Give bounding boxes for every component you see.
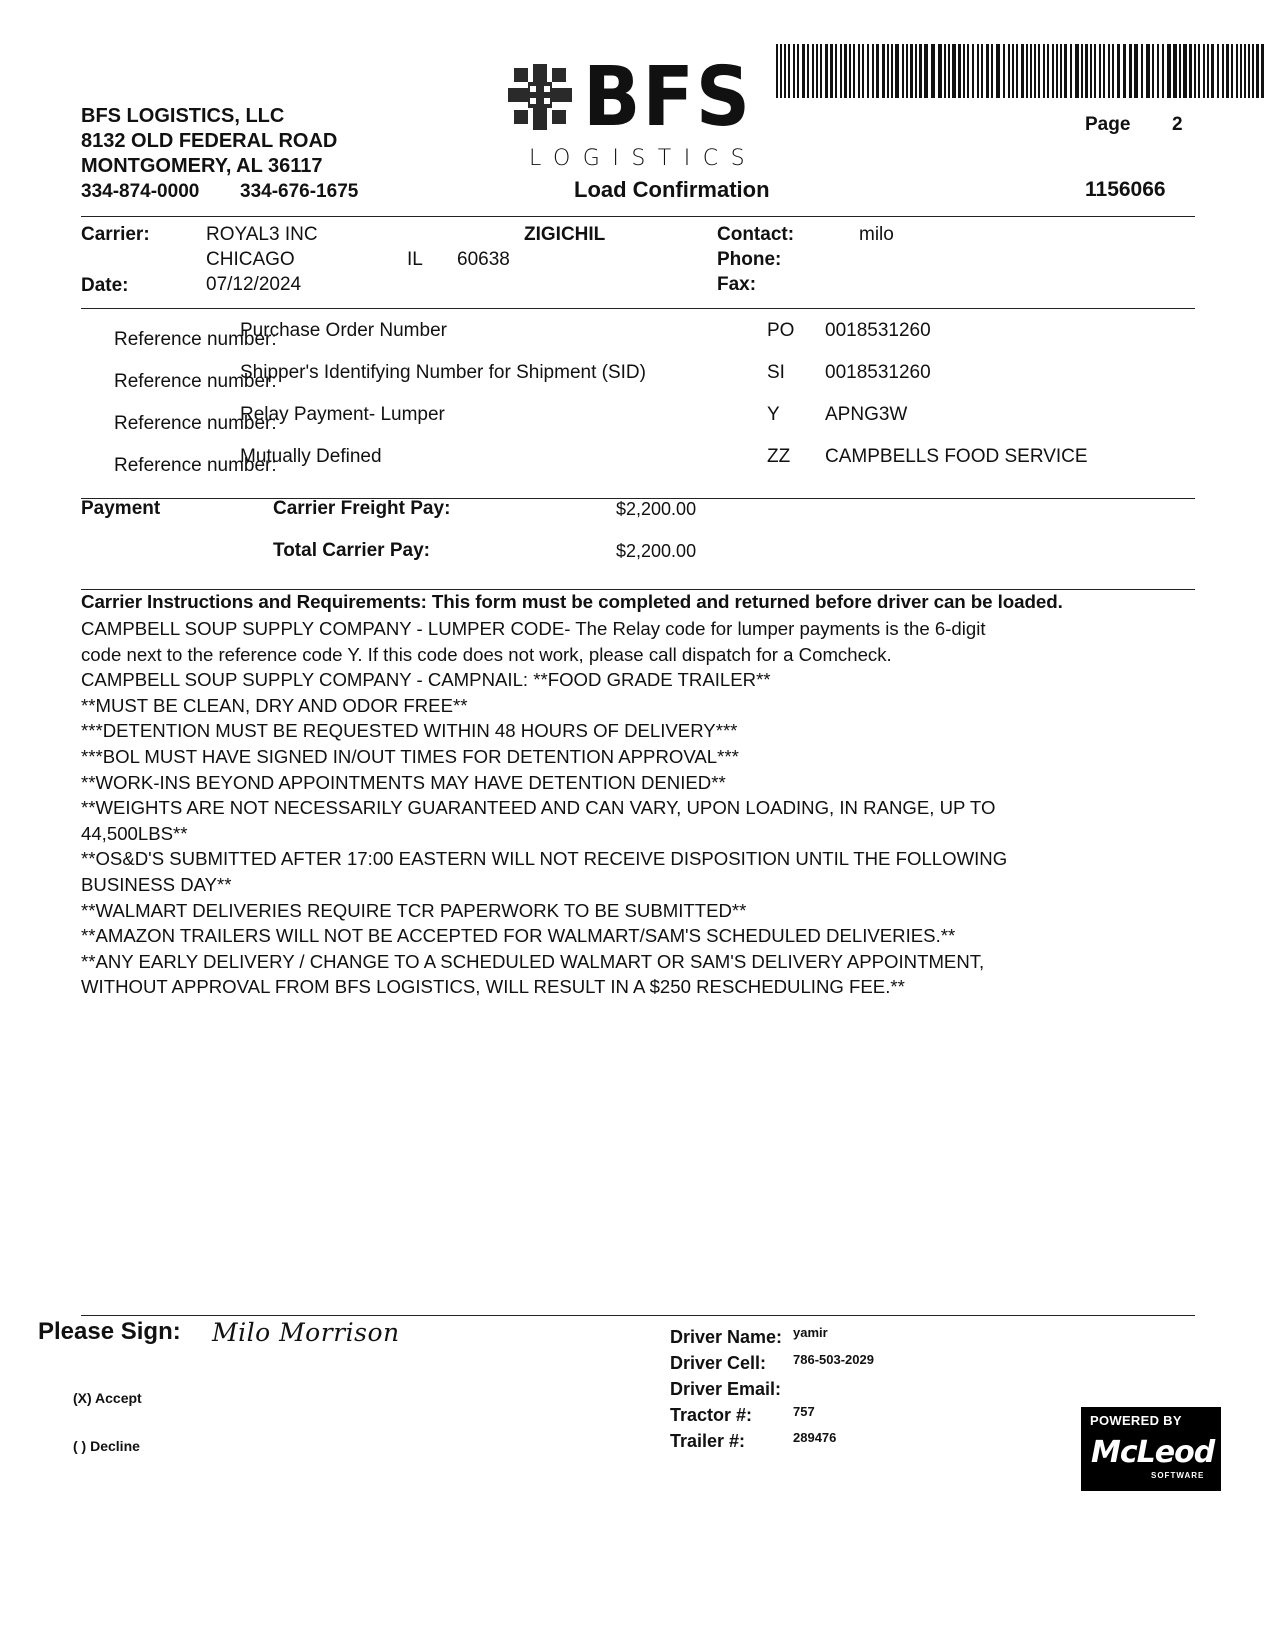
badge-sub: SOFTWARE bbox=[1151, 1471, 1205, 1480]
load-number: 1156066 bbox=[1085, 178, 1166, 201]
instructions-heading: Carrier Instructions and Requirements: This form must be completed and returned before driver can be loaded. bbox=[81, 591, 1063, 612]
instruction-line: **ANY EARLY DELIVERY / CHANGE TO A SCHEDULED WALMART OR SAM'S DELIVERY APPOINTMENT, bbox=[81, 950, 985, 972]
instruction-line: code next to the reference code Y. If this code does not work, please call dispatch for a Comcheck. bbox=[81, 643, 892, 665]
reference-code: SI bbox=[767, 362, 785, 383]
driver-name-label: Driver Name: bbox=[670, 1327, 783, 1347]
date-value: 07/12/2024 bbox=[206, 274, 302, 295]
trailer-value: 289476 bbox=[793, 1430, 837, 1445]
phone-label: Phone: bbox=[717, 249, 782, 270]
driver-cell-label: Driver Cell: bbox=[670, 1353, 767, 1373]
instruction-line: **MUST BE CLEAN, DRY AND ODOR FREE** bbox=[81, 694, 468, 716]
carrier-city: CHICAGO bbox=[206, 249, 295, 270]
instruction-line: ***BOL MUST HAVE SIGNED IN/OUT TIMES FOR DETENTION APPROVAL*** bbox=[81, 745, 739, 767]
carrier-name: ROYAL3 INC bbox=[206, 224, 318, 245]
badge-brand: McLeod bbox=[1091, 1435, 1215, 1470]
logo-subtitle: LOGISTICS bbox=[529, 146, 758, 171]
trailer-label: Trailer #: bbox=[670, 1431, 746, 1451]
instruction-line: **WALMART DELIVERIES REQUIRE TCR PAPERWORK TO BE SUBMITTED** bbox=[81, 899, 747, 921]
page-label: Page bbox=[1085, 114, 1131, 135]
mcleod-badge bbox=[1081, 1407, 1221, 1491]
divider bbox=[81, 589, 1195, 590]
instruction-line: ***DETENTION MUST BE REQUESTED WITHIN 48 HOURS OF DELIVERY*** bbox=[81, 720, 738, 742]
instruction-line: 44,500LBS** bbox=[81, 822, 188, 844]
bfs-logo-mark-icon bbox=[508, 64, 572, 130]
tractor-label: Tractor #: bbox=[670, 1405, 753, 1425]
carrier-state: IL bbox=[407, 249, 423, 270]
signature[interactable]: Milo Morrison bbox=[212, 1318, 400, 1347]
instruction-line: CAMPBELL SOUP SUPPLY COMPANY - LUMPER CODE- The Relay code for lumper payments is the 6-digit bbox=[81, 618, 986, 639]
logo-wordmark: BFS bbox=[583, 50, 752, 145]
carrier-zip: 60638 bbox=[457, 249, 510, 270]
carrier-code: ZIGICHIL bbox=[524, 224, 606, 245]
reference-description: Relay Payment- Lumper bbox=[240, 404, 445, 425]
contact-label: Contact: bbox=[717, 224, 795, 245]
reference-label: Reference number: bbox=[114, 371, 277, 392]
contact-value: milo bbox=[859, 224, 894, 245]
instruction-line: **WORK-INS BEYOND APPOINTMENTS MAY HAVE DETENTION DENIED** bbox=[81, 771, 726, 793]
carrier-label: Carrier: bbox=[81, 224, 150, 245]
instruction-line: WITHOUT APPROVAL FROM BFS LOGISTICS, WILL RESULT IN A $250 RESCHEDULING FEE.** bbox=[81, 976, 905, 998]
divider bbox=[81, 216, 1195, 217]
reference-value: CAMPBELLS FOOD SERVICE bbox=[825, 446, 1088, 467]
tractor-value: 757 bbox=[793, 1404, 815, 1419]
reference-description: Purchase Order Number bbox=[240, 320, 447, 341]
payment-label: Payment bbox=[81, 498, 161, 519]
decline-option[interactable]: ( ) Decline bbox=[73, 1438, 140, 1454]
company-address-line2: MONTGOMERY, AL 36117 bbox=[81, 155, 323, 177]
reference-label: Reference number: bbox=[114, 413, 277, 434]
total-pay-label: Total Carrier Pay: bbox=[273, 540, 430, 561]
reference-description: Mutually Defined bbox=[240, 446, 382, 467]
divider bbox=[81, 308, 1195, 309]
instruction-line: **WEIGHTS ARE NOT NECESSARILY GUARANTEED AND CAN VARY, UPON LOADING, IN RANGE, UP TO bbox=[81, 797, 996, 819]
divider bbox=[81, 1315, 1195, 1316]
barcode-icon bbox=[776, 44, 1264, 98]
reference-value: 0018531260 bbox=[825, 320, 931, 341]
driver-name-value: yamir bbox=[793, 1325, 828, 1340]
reference-label: Reference number: bbox=[114, 329, 277, 350]
company-phone-2: 334-676-1675 bbox=[240, 181, 359, 202]
instruction-line: **AMAZON TRAILERS WILL NOT BE ACCEPTED FOR WALMART/SAM'S SCHEDULED DELIVERIES.** bbox=[81, 925, 956, 947]
instruction-line: BUSINESS DAY** bbox=[81, 873, 232, 895]
fax-label: Fax: bbox=[717, 274, 757, 295]
reference-code: PO bbox=[767, 320, 795, 341]
company-address-line1: 8132 OLD FEDERAL ROAD bbox=[81, 130, 338, 152]
reference-description: Shipper's Identifying Number for Shipment (SID) bbox=[240, 362, 646, 383]
freight-pay-label: Carrier Freight Pay: bbox=[273, 498, 451, 519]
please-sign-label: Please Sign: bbox=[38, 1318, 181, 1345]
reference-value: 0018531260 bbox=[825, 362, 931, 383]
driver-cell-value: 786-503-2029 bbox=[793, 1352, 874, 1367]
instruction-line: CAMPBELL SOUP SUPPLY COMPANY - CAMPNAIL: **FOOD GRADE TRAILER** bbox=[81, 669, 771, 691]
reference-label: Reference number: bbox=[114, 455, 277, 476]
instructions-body bbox=[81, 616, 1201, 1000]
accept-option[interactable]: (X) Accept bbox=[73, 1390, 142, 1406]
reference-value: APNG3W bbox=[825, 404, 908, 425]
badge-top: POWERED BY bbox=[1090, 1413, 1182, 1428]
company-phone-1: 334-874-0000 bbox=[81, 181, 200, 202]
page-number: 2 bbox=[1172, 114, 1183, 135]
instruction-line: **OS&D'S SUBMITTED AFTER 17:00 EASTERN WILL NOT RECEIVE DISPOSITION UNTIL THE FOLLOWING bbox=[81, 848, 1008, 870]
document-title: Load Confirmation bbox=[574, 177, 770, 202]
driver-email-label: Driver Email: bbox=[670, 1379, 782, 1399]
total-pay-value: $2,200.00 bbox=[616, 541, 697, 561]
company-name: BFS LOGISTICS, LLC bbox=[81, 105, 285, 127]
reference-code: ZZ bbox=[767, 446, 791, 467]
reference-code: Y bbox=[767, 404, 780, 425]
date-label: Date: bbox=[81, 275, 129, 296]
freight-pay-value: $2,200.00 bbox=[616, 499, 697, 519]
